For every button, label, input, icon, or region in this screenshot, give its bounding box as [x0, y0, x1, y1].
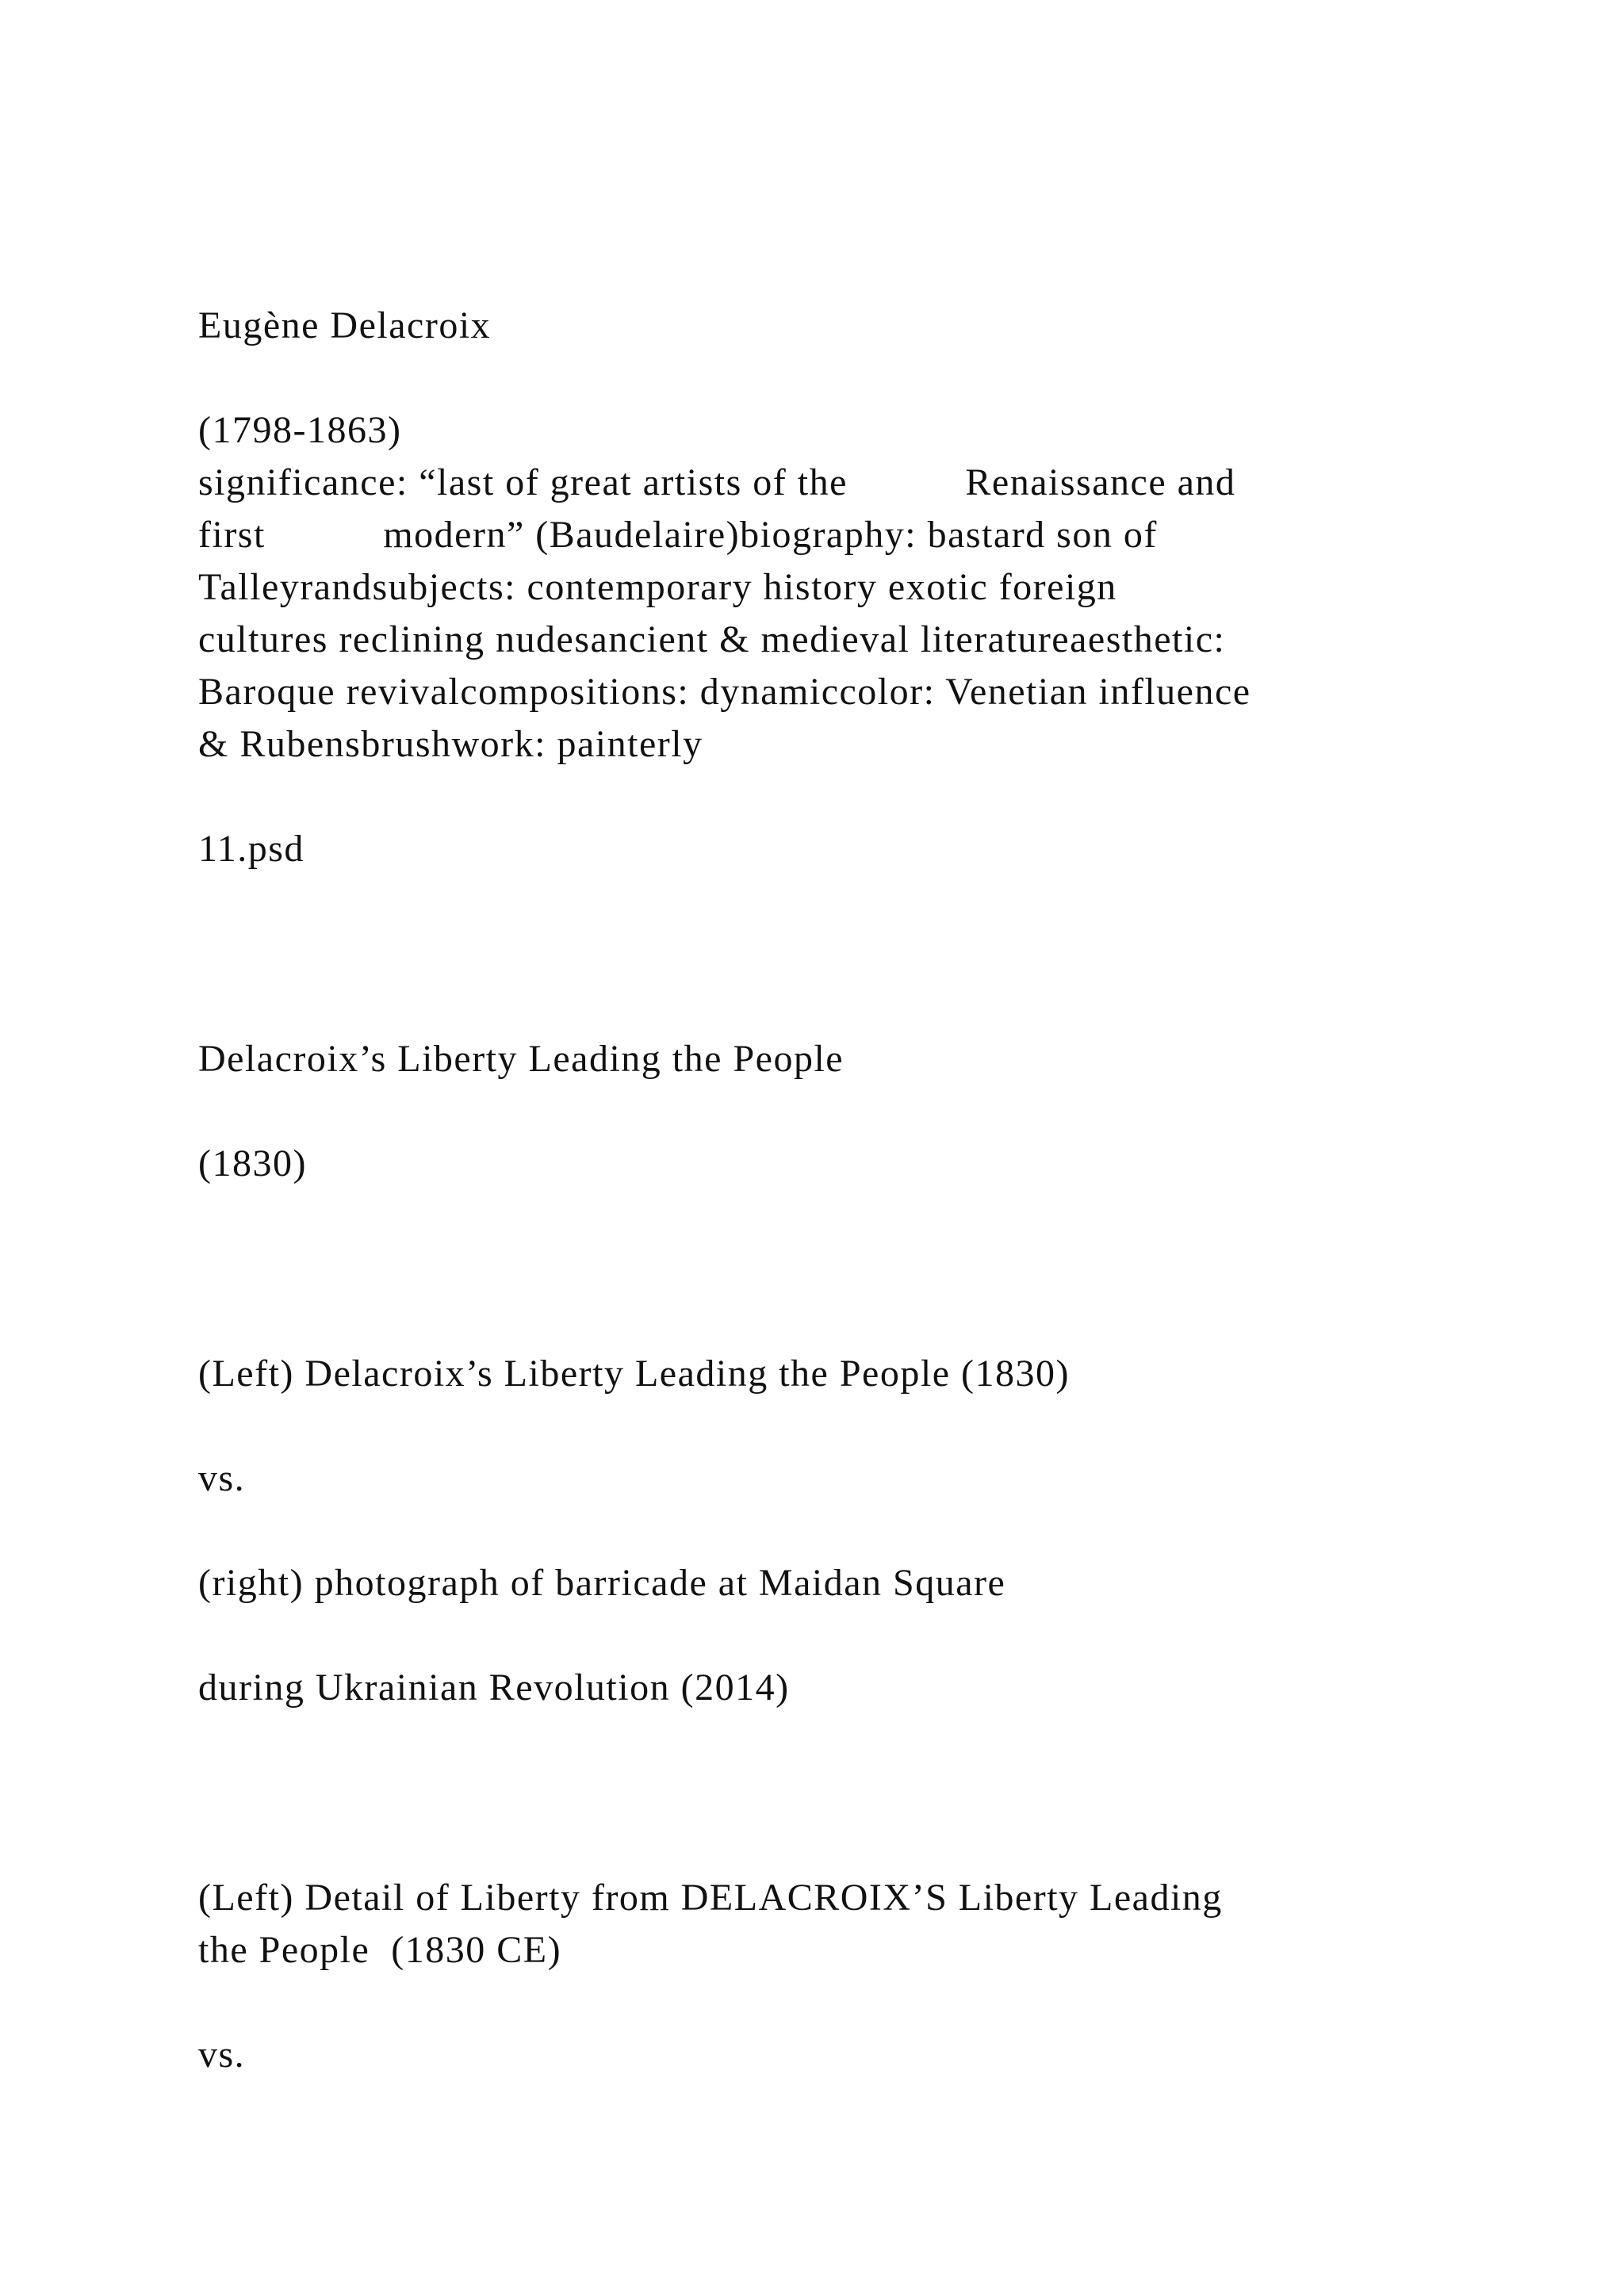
comparison-right-caption: (right) photograph of barricade at Maidan Square [198, 1562, 1006, 1604]
painting-year: (1830) [198, 1142, 307, 1184]
summary-line: first modern” (Baudelaire)biography: bastard son of [198, 514, 1158, 556]
detail-comparison-caption [198, 1872, 1451, 1976]
detail-caption-line: (Left) Detail of Liberty from DELACROIX’S Liberty Leading [198, 1877, 1223, 1919]
summary-line: Baroque revivalcompositions: dynamiccolor: Venetian influence [198, 671, 1251, 713]
detail-caption-line: the People (1830 CE) [198, 1929, 562, 1971]
summary-line: significance: “last of great artists of the Renaissance and [198, 461, 1236, 503]
painting-title: Delacroix’s Liberty Leading the People [198, 1038, 845, 1080]
summary-line: Talleyrandsubjects: contemporary history exotic foreign [198, 566, 1117, 608]
summary-line: & Rubensbrushwork: painterly [198, 723, 703, 765]
artist-dates: (1798-1863) [198, 409, 402, 451]
comparison-vs: vs. [198, 1457, 246, 1499]
artist-name: Eugène Delacroix [198, 304, 492, 346]
detail-comparison-vs: vs. [198, 2034, 246, 2076]
file-name: 11.psd [198, 828, 304, 870]
comparison-right-caption-continued: during Ukrainian Revolution (2014) [198, 1667, 790, 1709]
summary-line: cultures reclining nudesancient & medieval literatureaesthetic: [198, 618, 1226, 660]
artist-summary [198, 457, 1451, 771]
comparison-left-caption: (Left) Delacroix’s Liberty Leading the People (1830) [198, 1353, 1070, 1395]
